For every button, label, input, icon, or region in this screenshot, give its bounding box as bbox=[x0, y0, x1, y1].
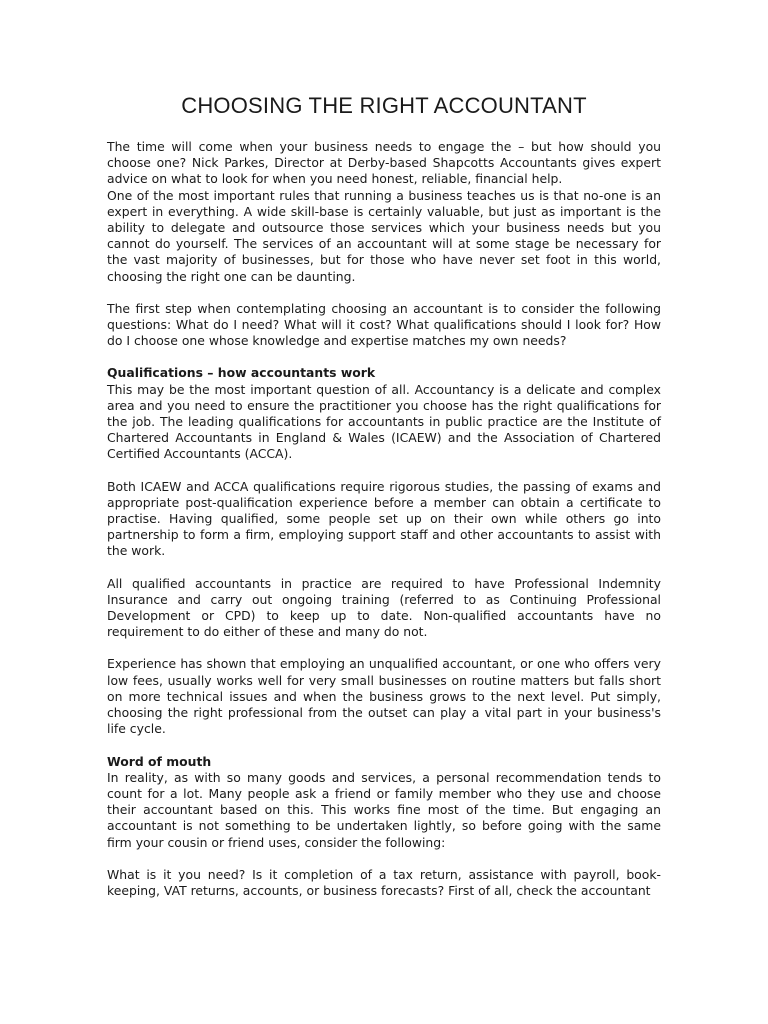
paragraph-4: Both ICAEW and ACCA qualifications require rigorous studies, the passing of exams and appropriate post-qualification experience before a member can obtain a certificate to practise. Having qualified, some people set up on their own while others go into partnership to form a firm, employing support staff and other accountants to assist with the work. bbox=[107, 478, 661, 559]
paragraph-5: All qualified accountants in practice are required to have Professional Indemnity Insurance and carry out ongoing training (referred to as Continuing Professional Development or CPD) to keep up to date. Non-qualified accountants have no requirement to do either of these and many do not. bbox=[107, 575, 661, 640]
intro-paragraph: The time will come when your business needs to engage the – but how should you choose one? Nick Parkes, Director at Derby-based Shapcotts Accountants gives expert advice on what to look for when you need honest, reliable, financial help. bbox=[107, 139, 661, 187]
paragraph-2: The first step when contemplating choosing an accountant is to consider the following questions: What do I need? What will it cost? What qualifications should I look for? How do I choose one whose knowledge and expertise matches my own needs? bbox=[107, 300, 661, 349]
paragraph-6: Experience has shown that employing an unqualified accountant, or one who offers very low fees, usually works well for very small businesses on routine matters but falls short on more technical issues and when the business grows to the next level. Put simply, choosing the right professional from the outset can play a vital part in your business's life cycle. bbox=[107, 656, 661, 737]
paragraph-7: In reality, as with so many goods and services, a personal recommendation tends to count for a lot. Many people ask a friend or family member who they use and choose their accountant based on this. This works fine most of the time. But engaging an accountant is not something to be undertaken lightly, so before going with the same firm your cousin or friend uses, consider the following: bbox=[107, 769, 661, 850]
paragraph-8: What is it you need? Is it completion of a tax return, assistance with payroll, book-keeping, VAT returns, accounts, or business forecasts? First of all, check the accountant bbox=[107, 866, 661, 898]
paragraph-1: One of the most important rules that running a business teaches us is that no-one is an expert in everything. A wide skill-base is certainly valuable, but just as important is the ability to delegate and outsource those services which your business needs but you cannot do yourself. The services of an accountant will at some stage be necessary for the vast majority of businesses, but for those who have never set foot in this world, choosing the right one can be daunting. bbox=[107, 187, 661, 284]
document-page bbox=[107, 92, 661, 899]
heading-word-of-mouth: Word of mouth bbox=[107, 753, 212, 769]
paragraph-3: This may be the most important question of all. Accountancy is a delicate and complex area and you need to ensure the practitioner you choose has the right qualifications for the job. The leading qualifications for accountants in public practice are the Institute of Chartered Accountants in England & Wales (ICAEW) and the Association of Chartered Certified Accountants (ACCA). bbox=[107, 381, 661, 462]
heading-qualifications: Qualifications – how accountants work bbox=[107, 365, 376, 381]
document-title: CHOOSING THE RIGHT ACCOUNTANT bbox=[181, 93, 587, 118]
